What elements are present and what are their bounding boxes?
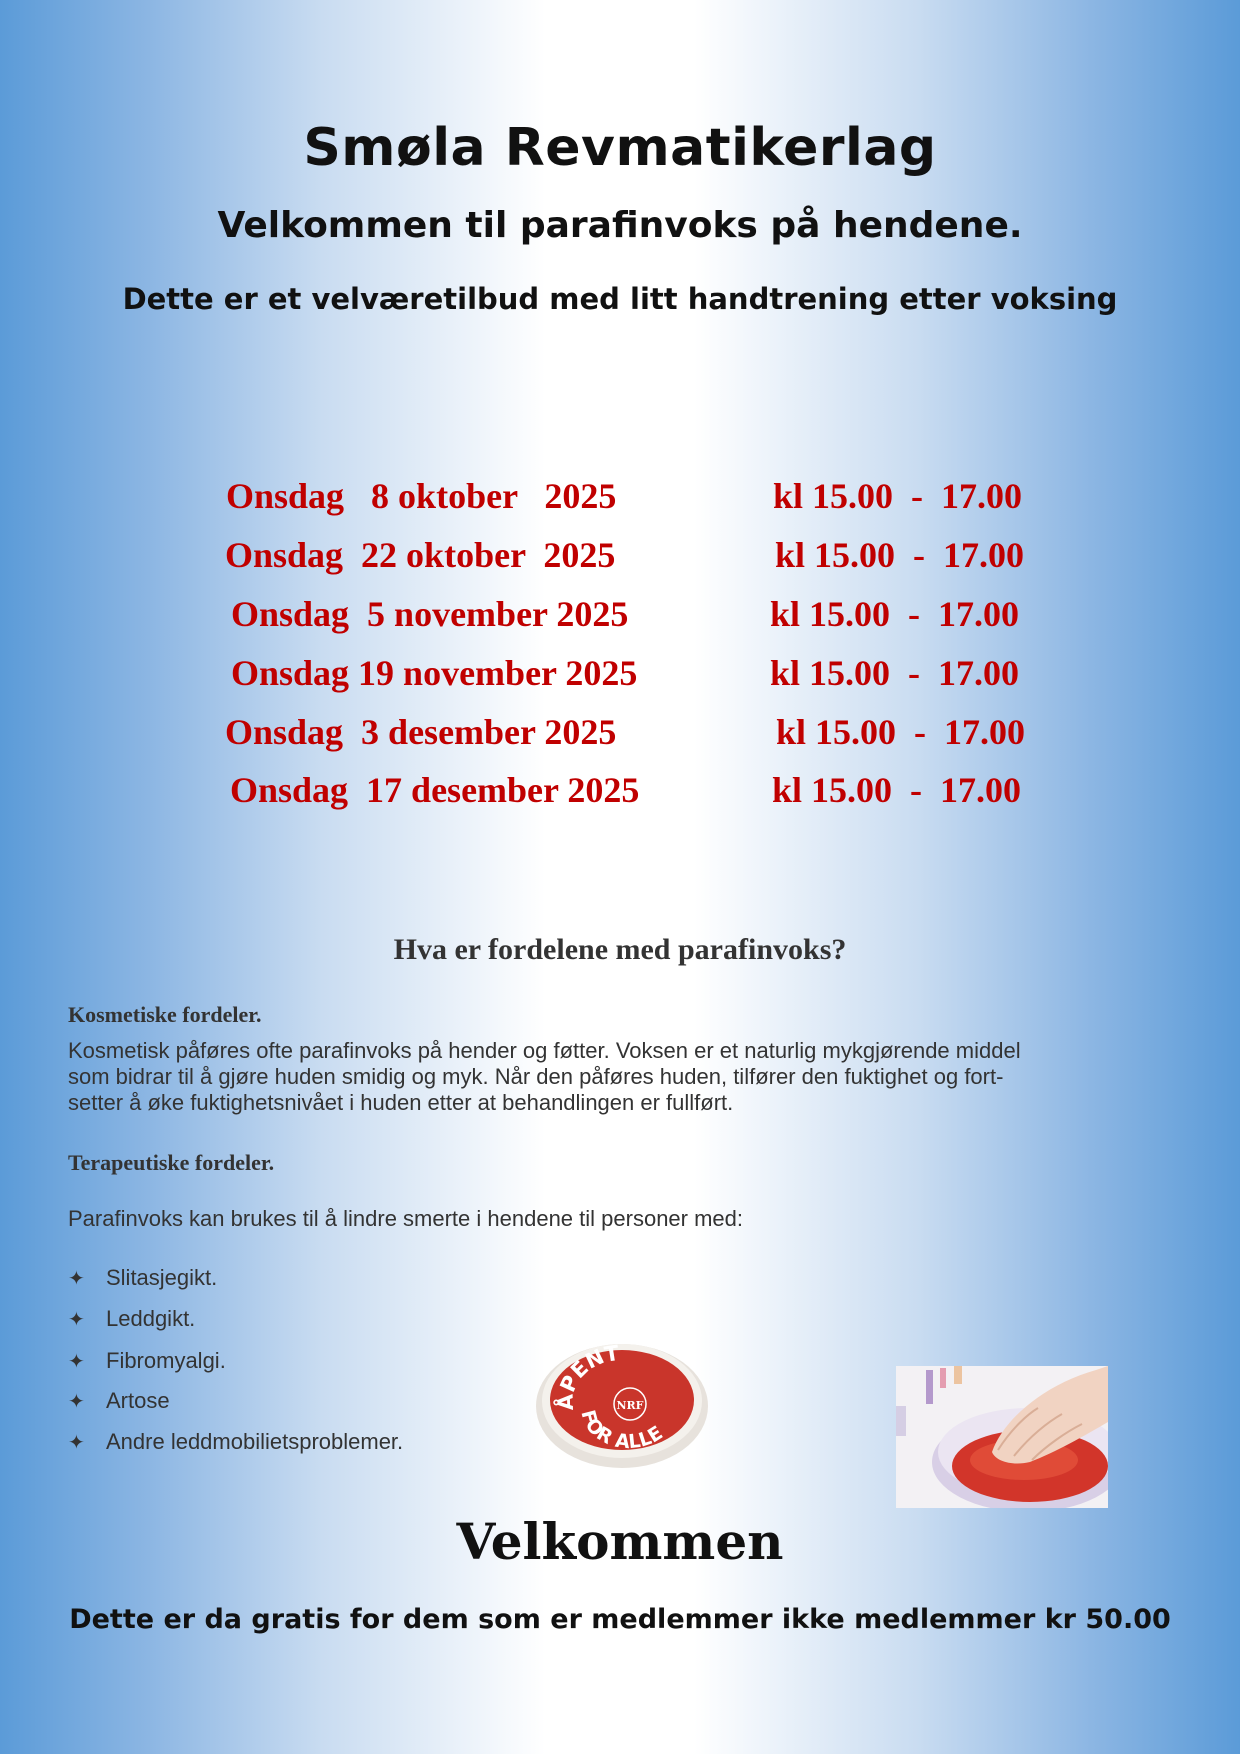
star-bullet-icon: ✦ — [68, 1309, 85, 1331]
schedule-date: Onsdag 22 oktober 2025 — [225, 535, 616, 575]
list-item: ✦ Slitasjegikt. — [68, 1265, 218, 1290]
schedule-date: Onsdag 17 desember 2025 — [230, 770, 640, 810]
star-bullet-icon: ✦ — [68, 1268, 85, 1290]
paragraph-line: setter å øke fuktighetsnivået i huden etter at behandlingen er fullført. — [68, 1090, 734, 1115]
paraffin-hand-photo — [896, 1366, 1108, 1508]
price-note: Dette er da gratis for dem som er medlemmer ikke medlemmer kr 50.00 — [69, 1604, 1171, 1635]
schedule-date: Onsdag 19 november 2025 — [231, 653, 638, 693]
badge-logo-text: NRF — [616, 1399, 644, 1412]
page-subtitle: Velkommen til parafinvoks på hendene. — [217, 205, 1023, 246]
list-item: ✦ Artose — [68, 1388, 170, 1413]
schedule-date: Onsdag 3 desember 2025 — [225, 712, 617, 752]
list-item: ✦ Fibromyalgi. — [68, 1348, 226, 1373]
paragraph-line: som bidrar til å gjøre huden smidig og myk. Når den påføres huden, tilfører den fuktighet og fort- — [68, 1064, 1004, 1089]
star-bullet-icon: ✦ — [68, 1432, 85, 1454]
therapeutic-heading: Terapeutiske fordeler. — [68, 1150, 275, 1175]
therapeutic-intro: Parafinvoks kan brukes til å lindre smerte i hendene til personer med: — [68, 1206, 744, 1231]
schedule-date: Onsdag 5 november 2025 — [231, 594, 629, 634]
page-tagline: Dette er et velværetilbud med litt handtrening etter voksing — [122, 282, 1118, 316]
schedule-time: kl 15.00 - 17.00 — [773, 476, 1023, 516]
schedule-time: kl 15.00 - 17.00 — [776, 712, 1026, 752]
schedule-time: kl 15.00 - 17.00 — [772, 770, 1022, 810]
badge-bottom-text: FOR ALLE — [576, 1407, 667, 1454]
schedule-time: kl 15.00 - 17.00 — [770, 594, 1020, 634]
badge-top-text: ÅPENT — [553, 1340, 621, 1411]
hand-in-wax-illustration — [896, 1366, 1108, 1508]
star-bullet-icon: ✦ — [68, 1391, 85, 1413]
schedule-time: kl 15.00 - 17.00 — [775, 535, 1025, 575]
open-for-all-badge — [530, 1330, 714, 1476]
benefits-heading: Hva er fordelene med parafinvoks? — [393, 933, 847, 966]
paragraph-line: Kosmetisk påføres ofte parafinvoks på hender og føtter. Voksen er et naturlig mykgjørende middel — [68, 1038, 1021, 1063]
page-title: Smøla Revmatikerlag — [303, 118, 937, 178]
badge-graphic — [530, 1330, 714, 1472]
schedule-time: kl 15.00 - 17.00 — [770, 653, 1020, 693]
list-item: ✦ Leddgikt. — [68, 1306, 196, 1331]
list-item: ✦ Andre leddmobilietsproblemer. — [68, 1429, 404, 1454]
schedule-date: Onsdag 8 oktober 2025 — [226, 476, 617, 516]
cosmetic-heading: Kosmetiske fordeler. — [68, 1002, 262, 1027]
star-bullet-icon: ✦ — [68, 1351, 85, 1373]
cosmetic-paragraph — [68, 1038, 1178, 1116]
welcome-heading: Velkommen — [456, 1512, 784, 1571]
